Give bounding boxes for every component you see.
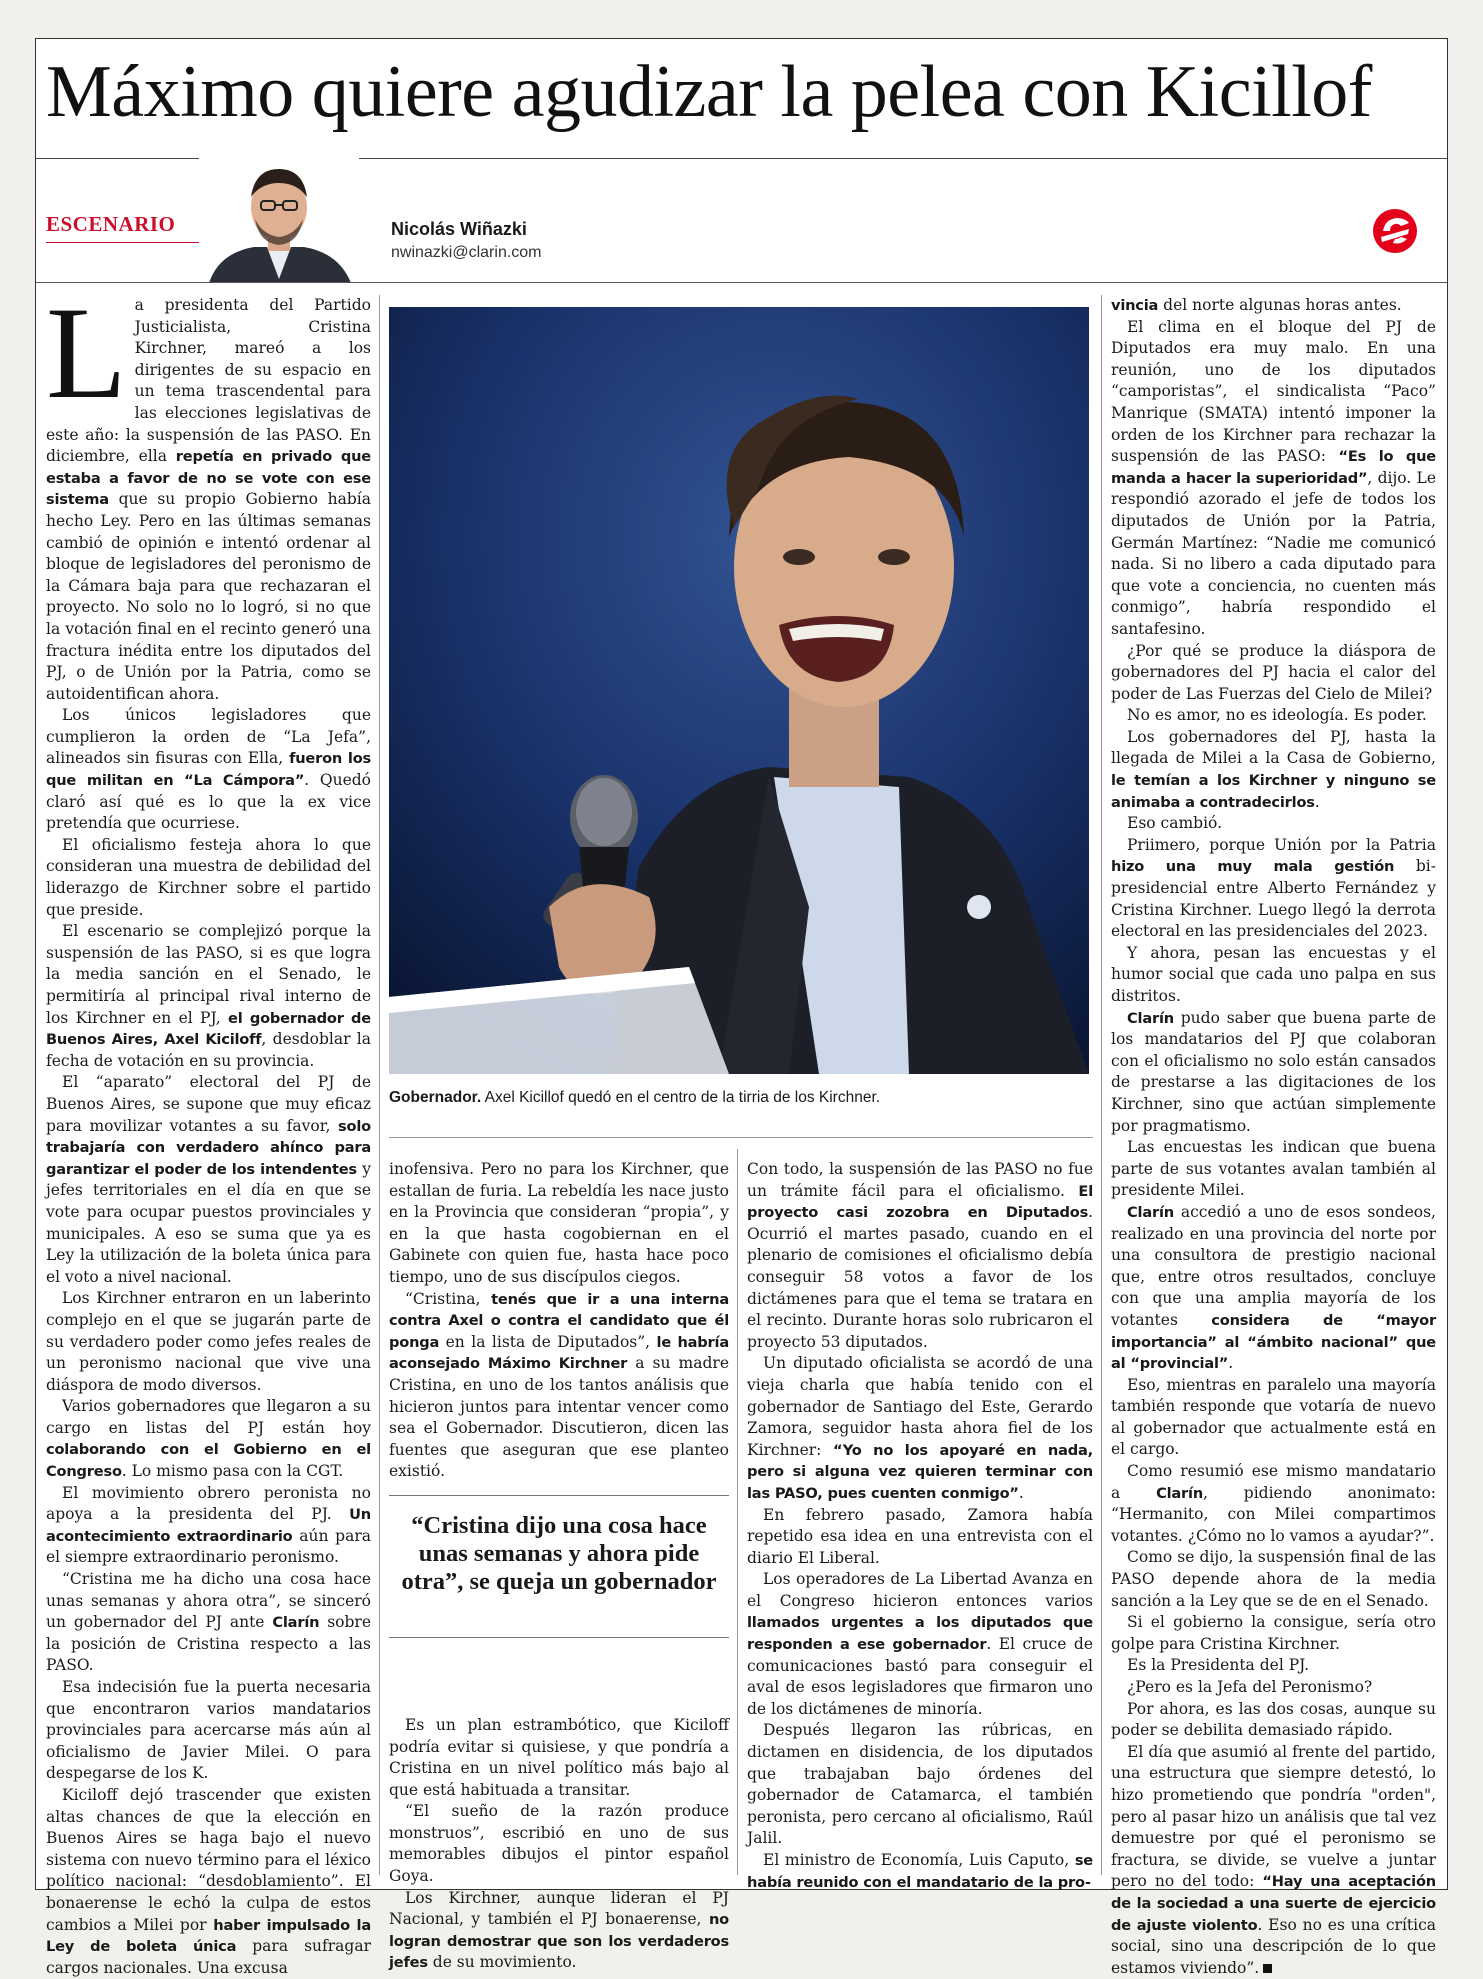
paragraph: [46, 921, 371, 1072]
bold-highlight: tenés que ir a una interna contra Axel o contra el candidato que él ponga: [389, 1290, 729, 1351]
paragraph: [747, 1505, 1093, 1570]
bold-highlight: no logran demostrar que son los verdaderos jefes: [389, 1911, 729, 1972]
bold-highlight: el gobernador de Buenos Aires, Axel Kiciloff: [46, 1009, 371, 1049]
paragraph: [1111, 1677, 1436, 1699]
text-run: Las encuestas les indican que buena parte de sus votantes avalan también al presidente Milei.: [1111, 1138, 1436, 1200]
section-label: ESCENARIO: [46, 212, 176, 236]
text-run: . Lo mismo pasa con la CGT.: [121, 1462, 344, 1481]
bold-highlight: solo trabajaría con verdadero ahínco para garantizar el poder de los intendentes: [46, 1117, 371, 1178]
caption-text: Axel Kicillof quedó en el centro de la tirria de los Kirchner.: [481, 1089, 881, 1106]
bold-highlight: le temían a los Kirchner y ninguno se animaba a contradecirlos: [1111, 772, 1436, 811]
author-email[interactable]: nwinazki@clarin.com: [391, 244, 542, 261]
text-run: en la lista de Diputados”,: [439, 1332, 657, 1351]
paragraph: [1111, 813, 1436, 835]
text-run: Los gobernadores del PJ, hasta la llegada de Milei a la Casa de Gobierno,: [1111, 727, 1436, 768]
paragraph: [747, 1720, 1093, 1850]
paragraph: [1111, 835, 1436, 943]
drop-cap: L: [46, 279, 127, 426]
text-run: Kiciloff dejó trascender que existen altas chances de que la elección en Buenos Aires se haga bajo el nuevo sistema con nuevo término para el léxico político nacional: “desdoblamiento”. El bonaerense le echó la culpa de estos cambios a Milei por: [46, 1785, 371, 1934]
caption-lead: Gobernador.: [389, 1089, 482, 1106]
text-run: . El cruce de comunicaciones bastó para conseguir el aval de esos legisladores que firmaron uno de los dictámenes de minoría.: [747, 1635, 1093, 1718]
bold-highlight: fueron los que militan en “La Cámpora”: [46, 750, 372, 790]
text-run: En febrero pasado, Zamora había repetido esa idea en una entrevista con el diario El Liberal.: [747, 1505, 1093, 1567]
paragraph: [1111, 1202, 1436, 1375]
text-run: .: [1314, 792, 1320, 811]
text-run: accedió a uno de esos sondeos, realizado en una provincia del norte por una consultora de prestigio nacional que, entre otros resultados, concluye con que una amplia mayoría de los votantes: [1111, 1202, 1436, 1329]
bold-highlight: “Es lo que manda a hacer la superioridad”: [1111, 448, 1436, 487]
text-run: , dijo. Le respondió azorado el jefe de todos los diputados de Unión por la Patria, Germán Martínez: “Nadie me comunicó nada. Si no libero a cada diputado para que vote a conciencia, no cuenten más conmigo”, habría respondido el santafesino.: [1111, 468, 1436, 638]
bold-highlight: Clarín: [272, 1614, 320, 1632]
text-run: aún para el siempre extraordinario peronismo.: [46, 1526, 371, 1567]
divider: [389, 1137, 1093, 1138]
paragraph: [1111, 1547, 1436, 1612]
end-mark: [1263, 1964, 1272, 1973]
text-run: Varios gobernadores que llegaron a su cargo en listas del PJ están hoy: [46, 1397, 371, 1437]
paragraph: [1111, 1655, 1436, 1677]
column-divider: [1101, 295, 1102, 1875]
text-run: del norte algunas horas antes.: [1158, 296, 1402, 314]
text-run: , desdoblar la fecha de votación en su provincia.: [46, 1030, 371, 1070]
text-run: Un diputado oficialista se acordó de una vieja charla que había tenido con el gobernador de Santiago del Este, Gerardo Zamora, seguidor hasta ahora fiel de los Kirchner:: [747, 1354, 1093, 1459]
paragraph: [1111, 1008, 1436, 1138]
text-run: Los operadores de La Libertad Avanza en el Congreso hicieron entonces varios: [747, 1570, 1093, 1610]
paragraph: [46, 1396, 371, 1482]
paragraph: [1111, 317, 1436, 641]
text-run: Por ahora, es las dos cosas, aunque su poder se debilita demasiado rápido.: [1111, 1699, 1436, 1740]
text-run: El movimiento obrero peronista no apoya a la presidenta del PJ.: [46, 1483, 371, 1524]
article-column-1: [46, 279, 372, 1977]
paragraph: [747, 1850, 1093, 1893]
text-run: para sufragar cargos nacionales. Una excusa: [46, 1937, 371, 1977]
author-photo: [199, 157, 359, 283]
paragraph: [747, 1353, 1093, 1504]
text-run: , pidiendo anonimato: “Hermanito, con Milei compartimos votantes. ¿Cómo no lo vamos a ayudar?”.: [1111, 1483, 1436, 1545]
paragraph: [46, 835, 371, 921]
text-run: Es un plan estrambótico, que Kiciloff podría evitar si quisiese, y que pondría a Cristina en un nivel político más bajo al que está habituada a transitar.: [389, 1715, 729, 1799]
paragraph: [1111, 641, 1436, 706]
text-run: “El sueño de la razón produce monstruos”, escribió en uno de sus memorables dibujos el pintor español Goya.: [389, 1802, 729, 1886]
bold-highlight: Clarín: [1127, 1203, 1174, 1221]
text-run: Los Kirchner entraron en un laberinto complejo en el que se jugarán parte de su verdadero poder como jefes reales de un peronismo nacional que vive una diáspora de modo diversos.: [46, 1289, 371, 1394]
text-run: Los Kirchner, aunque lideran el PJ Nacional, y también el PJ bonaerense,: [389, 1888, 729, 1929]
paragraph: [389, 1715, 729, 1801]
text-run: . Eso no es una crítica social, sino una descripción de lo que estamos viviendo”.: [1111, 1915, 1437, 1977]
text-run: . Quedó claró así qué es lo que la ex vice pretendía que ocurriese.: [46, 771, 371, 833]
text-run: . Ocurrió el martes pasado, cuando en el plenario de comisiones el oficialismo debía conseguir 58 votos a favor de los dictámenes para que el tema se tratara en el recinto. Durante horas solo rubricaron el proyecto 53 diputados.: [747, 1203, 1093, 1351]
text-run: ¿Pero es la Jefa del Peronismo?: [1127, 1678, 1373, 1696]
paragraph: [1111, 727, 1436, 813]
bold-highlight: se había reunido con el mandatario de la pro-: [747, 1852, 1093, 1891]
paragraph: [46, 1785, 371, 1979]
text-run: “Cristina,: [405, 1289, 492, 1308]
paragraph: [1111, 1137, 1436, 1202]
headline: Máximo quiere agudizar la pelea con Kicillof: [46, 51, 1372, 133]
paragraph: [1111, 1612, 1436, 1655]
text-run: “Cristina me ha dicho una cosa hace unas semanas y ahora otra”, se sinceró un gobernador del PJ ante: [46, 1570, 371, 1632]
paragraph: [46, 705, 371, 835]
text-run: .: [1228, 1354, 1234, 1373]
paragraph: [46, 1569, 371, 1677]
paragraph: [389, 1888, 729, 1974]
paragraph: [1111, 705, 1436, 727]
text-run: El oficialismo festeja ahora lo que consideran una muestra de debilidad del liderazgo de Kirchner sobre el partido que preside.: [46, 835, 371, 919]
paragraph: [46, 1072, 371, 1288]
paragraph: [389, 1159, 729, 1289]
bold-highlight: Clarín: [1127, 1009, 1174, 1027]
text-run: Si el gobierno la consigue, sería otro golpe para Cristina Kirchner.: [1111, 1613, 1436, 1653]
bold-highlight: El proyecto casi zozobra en Diputados: [747, 1182, 1093, 1222]
paragraph: [1111, 1461, 1436, 1547]
text-run: Es la Presidenta del PJ.: [1127, 1656, 1310, 1675]
paragraph: [46, 1483, 371, 1569]
text-run: El día que asumió al frente del partido, una estructura que siempre detestó, lo hizo prometiendo que pondría "orden", pero al pasar hizo un análisis que tal vez demuestre por qué el peronismo se fractura, se divide, se vuelve a juntar pero no del todo:: [1111, 1742, 1436, 1891]
column-divider: [379, 295, 380, 1875]
text-run: El “aparato” electoral del PJ de Buenos Aires, se supone que muy eficaz para movilizar votantes a su favor,: [46, 1073, 371, 1135]
bold-highlight: haber impulsado la Ley de boleta única: [46, 1916, 371, 1956]
text-run: inofensiva. Pero no para los Kirchner, que estallan de furia. La rebeldía les nace justo en la Provincia que consideran “propia”, y en la que hasta cogobiernan en el Gabinete con quien fue, hasta hace poco tiempo, uno de sus discípulos ciegos.: [389, 1160, 729, 1286]
paragraph: [1111, 1742, 1436, 1979]
paragraph: [46, 279, 371, 705]
divider: [389, 1637, 729, 1638]
text-run: El ministro de Economía, Luis Caputo,: [763, 1851, 1075, 1869]
text-run: .: [1018, 1483, 1024, 1502]
text-run: Con todo, la suspensión de las PASO no fue un trámite fácil para el oficialismo.: [747, 1160, 1093, 1200]
pull-quote: “Cristina dijo una cosa hace unas semanas y ahora pide otra”, se queja un gobernador: [401, 1512, 717, 1595]
text-run: a su madre Cristina, en uno de los tantos análisis que hicieron juntos para intentar vencer como sea el Gobernador. Discutieron, dicen las fuentes que aseguran que ese planteo existió.: [389, 1354, 729, 1481]
text-run: sobre la posición de Cristina respecto a las PASO.: [46, 1613, 371, 1675]
bold-highlight: llamados urgentes a los diputados que responden a ese gobernador: [747, 1614, 1093, 1654]
article-column-4: [1111, 295, 1437, 1977]
bold-highlight: Clarín: [1156, 1484, 1204, 1502]
column-divider: [737, 1149, 738, 1875]
newspaper-page: [35, 38, 1448, 1977]
bold-highlight: Un acontecimiento extraordinario: [46, 1506, 371, 1545]
text-run: pudo saber que buena parte de los mandatarios del PJ que colaboran con el oficialismo no solo están cansados de prestarse a las digitaciones de los Kirchner, sino que actúan simplemente por pragmatismo.: [1111, 1008, 1436, 1135]
text-run: y jefes territoriales en el día en que se vote para ocupar puestos provinciales y municipales. A eso se suma que ya es Ley la utilización de la boleta única para el voto a nivel nacional.: [46, 1159, 371, 1286]
paragraph: [389, 1289, 729, 1483]
paragraph: [1111, 1375, 1436, 1461]
text-run: Después llegaron las rúbricas, en dictamen en disidencia, de los diputados que trabajaban bajo órdenes del gobernador de Catamarca, el también peronista, pero cercano al oficialismo, Raúl Jalil.: [747, 1721, 1093, 1848]
paragraph: [1111, 1699, 1436, 1742]
clarin-logo-icon: [1371, 207, 1419, 255]
bold-highlight: vincia: [1111, 297, 1159, 314]
text-run: Priimero, porque Unión por la Patria: [1127, 835, 1436, 854]
article-column-3: [747, 1159, 1094, 1891]
text-run: bi-presidencial entre Alberto Fernández y Cristina Kirchner. Luego llegó la derrota electoral en las presidenciales del 2023.: [1111, 857, 1436, 941]
author-name: Nicolás Wiñazki: [391, 219, 527, 239]
paragraph: [1111, 943, 1436, 1008]
paragraph: [747, 1569, 1093, 1720]
bold-highlight: repetía en privado que estaba a favor de no se vote con ese sistema: [46, 448, 371, 509]
text-run: Esa indecisión fue la puerta necesaria que encontraron varios mandatarios provinciales para acercarse más aún al oficialismo de Javier Milei. O para despegarse de los K.: [46, 1678, 371, 1783]
divider: [46, 242, 199, 243]
text-run: que su propio Gobierno había hecho Ley. Pero en las últimas semanas cambió de opinión e intentó ordenar al bloque de legisladores del peronismo de la Cámara baja para que rechazaran el proyecto. No solo no lo logró, si no que la votación final en el recinto generó una fractura inédita entre los diputados del PJ, o de Unión por la Patria, como se autoidentifican ahora.: [46, 490, 371, 703]
text-run: Como resumió ese mismo mandatario a: [1111, 1462, 1436, 1502]
text-run: Los únicos legisladores que cumplieron la orden de “La Jefa”, alineados sin fisuras con Ella,: [46, 706, 371, 768]
bold-highlight: considera de “mayor importancia” al “ámbito nacional” que al “provincial”: [1111, 1311, 1436, 1373]
paragraph: [46, 1288, 371, 1396]
bold-highlight: “Hay una aceptación de la sociedad a una suerte de ejercicio de ajuste violento: [1111, 1873, 1436, 1934]
divider: [36, 282, 1447, 283]
article-photo: [389, 307, 1089, 1074]
text-run: ¿Por qué se produce la diáspora de gobernadores del PJ hacia el calor del poder de Las Fuerzas del Cielo de Milei?: [1111, 641, 1436, 703]
text-run: a presidenta del Partido Justicialista, Cristina Kirchner, mareó a los dirigentes de su espacio en un tema trascendental para las elecciones legislativas de este año: la suspensión de las PASO. En diciembre, ella: [46, 296, 371, 466]
divider: [389, 1495, 729, 1496]
text-run: Eso cambió.: [1127, 814, 1223, 833]
text-run: Como se dijo, la suspensión final de las PASO depende ahora de la media sanción a la Ley que se de en el Senado.: [1111, 1548, 1436, 1610]
paragraph: [1111, 295, 1436, 317]
paragraph: [747, 1159, 1093, 1353]
text-run: El escenario se complejizó porque la suspensión de las PASO, si es que logra la media sanción en el Senado, le permitiría al principal rival interno de los Kirchner en el PJ,: [46, 922, 371, 1027]
text-run: No es amor, no es ideología. Es poder.: [1127, 706, 1427, 725]
text-run: Eso, mientras en paralelo una mayoría también responde que votaría de nuevo al gobernador que actualmente está en el cargo.: [1111, 1375, 1436, 1459]
bold-highlight: colaborando con el Gobierno en el Congreso: [46, 1441, 371, 1481]
bold-highlight: “Yo no los apoyaré en nada, pero si alguna vez quieren terminar con las PASO, pues cuenten conmigo”: [747, 1441, 1094, 1502]
text-run: de su movimiento.: [427, 1953, 577, 1972]
bold-highlight: hizo una muy mala gestión: [1111, 858, 1395, 876]
text-run: El clima en el bloque del PJ de Diputados era muy malo. En una reunión, uno de los diputados “camporistas”, el sindicalista “Paco” Manrique (SMATA) intentó imponer la orden de los Kirchner para rechazar la suspensión de las PASO:: [1111, 317, 1436, 466]
photo-caption: [389, 1089, 1089, 1107]
text-run: Y ahora, pesan las encuestas y el humor social que cada uno palpa en sus distritos.: [1111, 943, 1436, 1005]
paragraph: [389, 1801, 729, 1887]
bold-highlight: le habría aconsejado Máximo Kirchner: [389, 1333, 729, 1373]
paragraph: [46, 1677, 371, 1785]
